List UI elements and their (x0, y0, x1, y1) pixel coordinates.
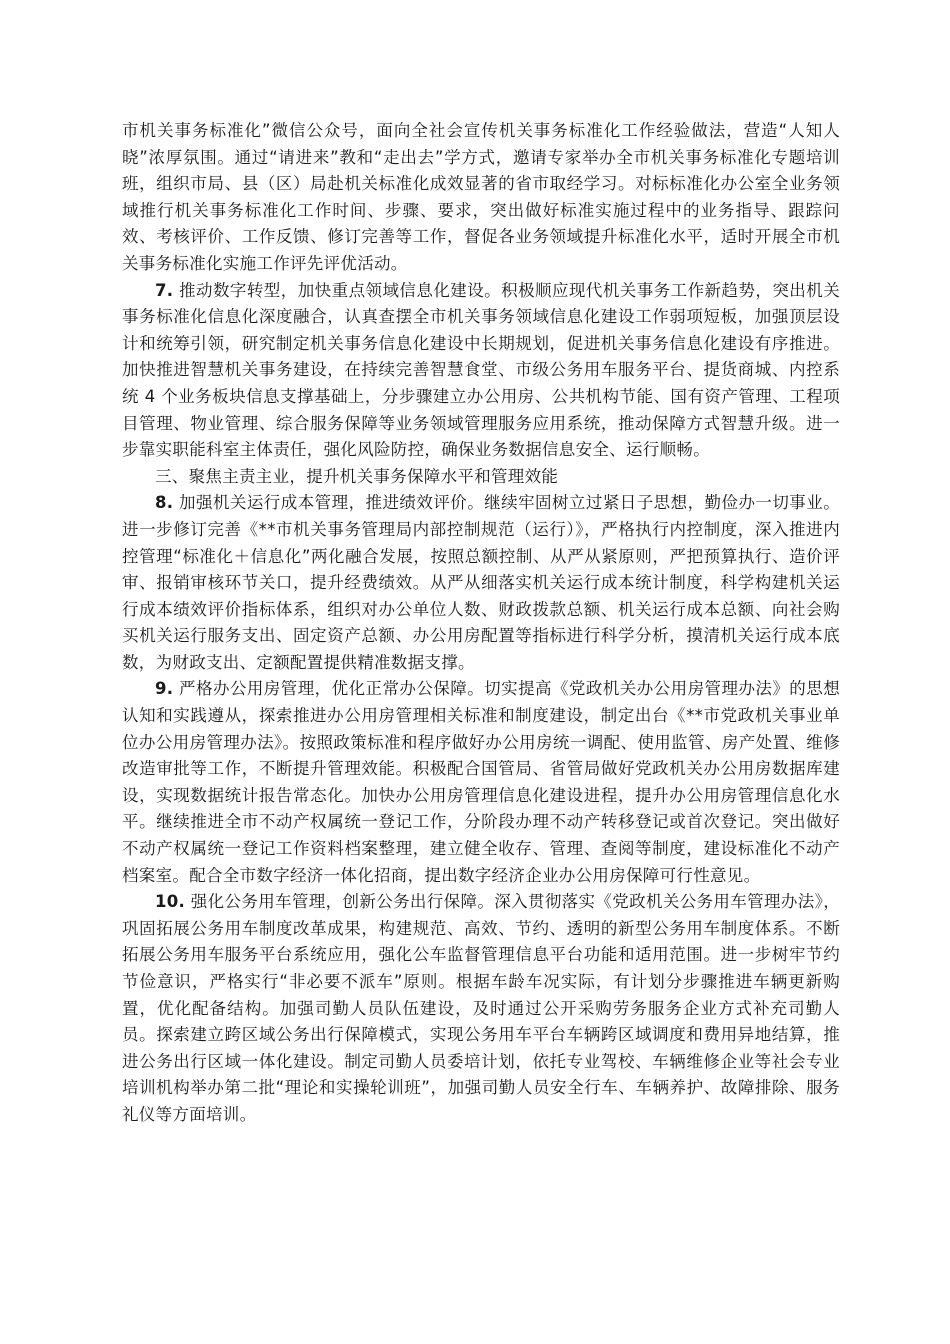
item-8-number: 8. (155, 493, 174, 513)
paragraph-continued: 市机关事务标准化”微信公众号，面向全社会宣传机关事务标准化工作经验做法，营造“人知人晓”浓厚氛围。通过“请进来”教和“走出去”学方式，邀请专家举办全市机关事务标准化专题培训班，组织市局、县（区）局赴机关标准化成效显著的省市取经学习。对标标准化办公室全业务领域推行机关事务标准化工作时间、步骤、要求，突出做好标准实施过程中的业务指导、跟踪问效、考核评价、工作反馈、修订完善等工作，督促各业务领域提升标准化水平，适时开展全市机关事务标准化实施工作评先评优活动。 (122, 121, 840, 273)
item-9-number: 9. (155, 679, 174, 699)
item-9-text: 严格办公用房管理，优化正常办公保障。切实提高《党政机关办公用房管理办法》的思想认知和实践遵从，探索推进办公用房管理相关标准和制度建设，制定出台《**市党政机关事业单位办公用房管理办法》。按照政策标准和程序做好办公用房统一调配、使用监管、房产处置、维修改造审批等工作，不断提升管理效能。积极配合国管局、省管局做好党政机关办公用房数据库建设，实现数据统计报告常态化。加快办公用房管理信息化建设进程，提升办公用房管理信息化水平。继续推进全市不动产权属统一登记工作，分阶段办理不动产转移登记或首次登记。突出做好不动产权属统一登记工作资料档案整理，建立健全收存、管理、查阅等制度，建设标准化不动产档案室。配合全市数字经济一体化招商，提出数字经济企业办公用房保障可行性意见。 (122, 679, 840, 885)
item-7-number: 7. (155, 280, 174, 300)
section-3-heading: 三、聚焦主责主业，提升机关事务保障水平和管理效能 (155, 466, 559, 486)
item-7-paragraph (122, 278, 840, 464)
item-10-number: 10. (155, 892, 186, 912)
item-7-text: 推动数字转型，加快重点领域信息化建设。积极顺应现代机关事务工作新趋势，突出机关事务标准化信息化深度融合，认真查摆全市机关事务领域信息化建设工作弱项短板，加强顶层设计和统筹引领，研究制定机关事务信息化建设中长期规划，促进机关事务信息化建设有序推进。加快推进智慧机关事务建设，在持续完善智慧食堂、市级公务用车服务平台、提货商城、内控系统 4 个业务板块信息支撑基础上，分步骤建立办公用房、公共机构节能、国有资产管理、工程项目管理、物业管理、综合服务保障等业务领域管理服务应用系统，推动保障方式智慧升级。进一步靠实职能科室主体责任，强化风险防控，确保业务数据信息安全、运行顺畅。 (122, 280, 840, 460)
item-8-text: 加强机关运行成本管理，推进绩效评价。继续牢固树立过紧日子思想，勤俭办一切事业。进一步修订完善《**市机关事务管理局内部控制规范（运行）》，严格执行内控制度，深入推进内控管理“标准化＋信息化”两化融合发展，按照总额控制、从严从紧原则，严把预算执行、造价评审、报销审核环节关口，提升经费绩效。从严从细落实机关运行成本统计制度，科学构建机关运行成本绩效评价指标体系，组织对办公单位人数、财政拨款总额、机关运行成本总额、向社会购买机关运行服务支出、固定资产总额、办公用房配置等指标进行科学分析，摸清机关运行成本底数，为财政支出、定额配置提供精准数据支撑。 (122, 493, 840, 672)
item-10-text: 强化公务用车管理，创新公务出行保障。深入贯彻落实《党政机关公务用车管理办法》，巩固拓展公务用车制度改革成果，构建规范、高效、节约、透明的新型公务用车制度体系。不断拓展公务用车服务平台系统应用，强化公车监督管理信息平台功能和适用范围。进一步树牢节约节俭意识，严格实行“非必要不派车”原则。根据车龄车况实际，有计划分步骤推进车辆更新购置，优化配备结构。加强司勤人员队伍建设，及时通过公开采购劳务服务企业方式补充司勤人员。探索建立跨区域公务出行保障模式，实现公务用车平台车辆跨区域调度和费用异地结算，推进公务出行区域一体化建设。制定司勤人员委培计划，依托专业驾校、车辆维修企业等社会专业培训机构举办第二批“理论和实操轮训班”，加强司勤人员安全行车、车辆养护、故障排除、服务礼仪等方面培训。 (122, 892, 840, 1124)
item-9-paragraph (122, 676, 840, 889)
document-page (122, 118, 840, 1129)
item-10-paragraph (122, 889, 840, 1128)
item-8-paragraph (122, 490, 840, 676)
